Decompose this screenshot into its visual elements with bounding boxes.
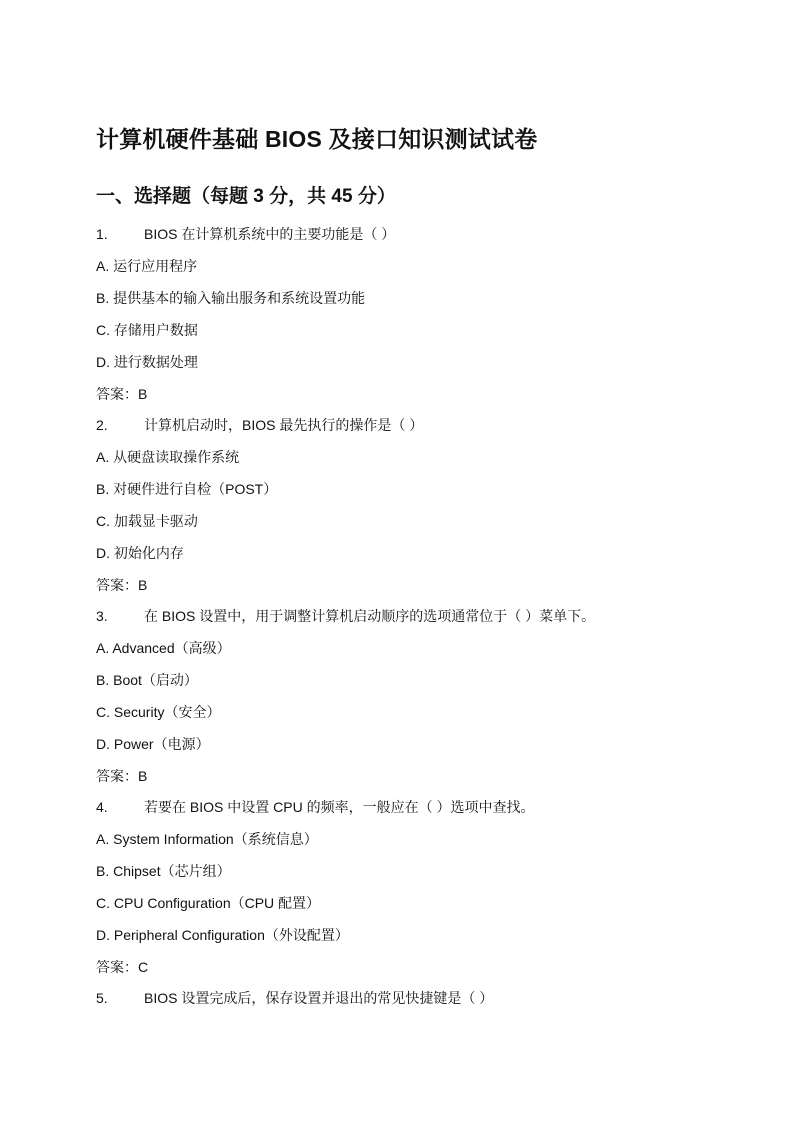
- question-5: [96, 988, 493, 1008]
- answer-3: 答案：B: [96, 768, 148, 784]
- answer-4: 答案：C: [96, 959, 149, 975]
- question-number: 3.: [96, 608, 108, 624]
- document-title: 计算机硬件基础 BIOS 及接口知识测试试卷: [96, 126, 538, 152]
- question-text: 在 BIOS 设置中，用于调整计算机启动顺序的选项通常位于（ ）菜单下。: [144, 608, 596, 624]
- option-3b: B. Boot（启动）: [96, 672, 198, 688]
- option-4a: A. System Information（系统信息）: [96, 831, 318, 847]
- question-number: 2.: [96, 417, 108, 433]
- option-3c: C. Security（安全）: [96, 704, 221, 720]
- option-4d: D. Peripheral Configuration（外设配置）: [96, 927, 349, 943]
- question-text: BIOS 设置完成后，保存设置并退出的常见快捷键是（ ）: [144, 990, 494, 1006]
- option-2a: A. 从硬盘读取操作系统: [96, 449, 240, 465]
- question-number: 4.: [96, 799, 108, 815]
- question-3: [96, 606, 595, 626]
- section-heading: 一、选择题（每题 3 分，共 45 分）: [96, 186, 396, 207]
- question-2: [96, 415, 423, 435]
- question-number: 1.: [96, 226, 108, 242]
- question-text: 计算机启动时，BIOS 最先执行的操作是（ ）: [144, 417, 424, 433]
- question-1: [96, 224, 395, 244]
- question-4: [96, 797, 534, 817]
- option-1a: A. 运行应用程序: [96, 258, 198, 274]
- option-3a: A. Advanced（高级）: [96, 640, 231, 656]
- option-3d: D. Power（电源）: [96, 736, 210, 752]
- question-number: 5.: [96, 990, 108, 1006]
- answer-2: 答案：B: [96, 577, 148, 593]
- option-1d: D. 进行数据处理: [96, 354, 198, 370]
- option-1b: B. 提供基本的输入输出服务和系统设置功能: [96, 290, 366, 306]
- option-4b: B. Chipset（芯片组）: [96, 863, 231, 879]
- option-2d: D. 初始化内存: [96, 545, 184, 561]
- option-4c: C. CPU Configuration（CPU 配置）: [96, 895, 321, 911]
- option-1c: C. 存储用户数据: [96, 322, 198, 338]
- answer-1: 答案：B: [96, 386, 148, 402]
- question-text: BIOS 在计算机系统中的主要功能是（ ）: [144, 226, 396, 242]
- option-2b: B. 对硬件进行自检（POST）: [96, 481, 278, 497]
- option-2c: C. 加载显卡驱动: [96, 513, 198, 529]
- question-text: 若要在 BIOS 中设置 CPU 的频率，一般应在（ ）选项中查找。: [144, 799, 535, 815]
